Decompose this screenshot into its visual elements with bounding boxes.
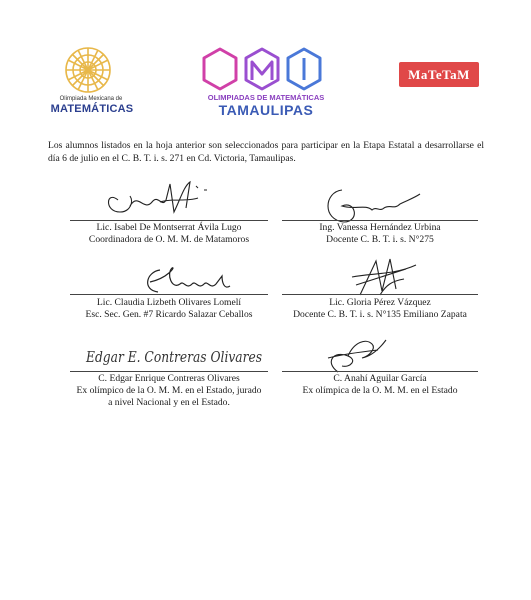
omm-sunburst-icon [48, 40, 128, 100]
signatory-name: Lic. Gloria Pérez Vázquez [329, 297, 431, 308]
signature-isabel [100, 172, 220, 222]
signatory-role: Ex olímpica de la O. M. M. en el Estado [302, 385, 458, 396]
signatory-role: Esc. Sec. Gen. #7 Ricardo Salazar Ceballos [85, 309, 253, 320]
signatory-role: Docente C. B. T. i. s. N°135 Emiliano Zapata [293, 309, 467, 320]
signatory-role: Ex olímpico de la O. M. M. en el Estado, jurado a nivel Nacional y en el Estado. [76, 385, 262, 408]
omt-logo-title: TAMAULIPAS [218, 102, 314, 118]
signature-anahi [320, 332, 400, 376]
signatory-role: Coordinadora de O. M. M. de Matamoros [88, 234, 250, 245]
signatory-name: C. Edgar Enrique Contreras Olivares [98, 373, 240, 384]
signatory-name: C. Anahí Aguilar García [333, 373, 427, 384]
omm-logo-line1: Olimpiada Mexicana de [59, 96, 123, 102]
signatory-name: Lic. Claudia Lizbeth Olivares Lomelí [96, 297, 242, 308]
omt-logo-subtitle: OLIMPIADAS DE MATEMÁTICAS [207, 93, 325, 102]
svg-text:Edgar E. Contreras Olivares: Edgar E. Contreras Olivares [85, 348, 263, 366]
omt-logo [196, 46, 334, 94]
body-paragraph: Los alumnos listados en la hoja anterior son seleccionados para participar en la Etapa Estatal a desarrollarse el día 6 de julio en el C. B. T. i. s. 271 en Cd. Victoria, Tamaulipas. [48, 140, 484, 164]
signature-line [282, 371, 478, 372]
signature-line [70, 294, 268, 295]
omm-logo-line2: MATEMÁTICAS [50, 103, 134, 115]
matetam-logo: MaTeTaM [399, 62, 479, 87]
signature-line [282, 294, 478, 295]
omt-hexagons-icon [196, 46, 334, 94]
signature-line [70, 220, 268, 221]
signature-claudia [138, 262, 238, 298]
signature-line [282, 220, 478, 221]
signatory-name: Ing. Vanessa Hernández Urbina [319, 222, 441, 233]
signatory-role: Docente C. B. T. i. s. N°275 [326, 234, 434, 245]
signatory-name: Lic. Isabel De Montserrat Ávila Lugo [96, 222, 242, 233]
signature-edgar [84, 344, 264, 370]
signature-line [70, 371, 268, 372]
